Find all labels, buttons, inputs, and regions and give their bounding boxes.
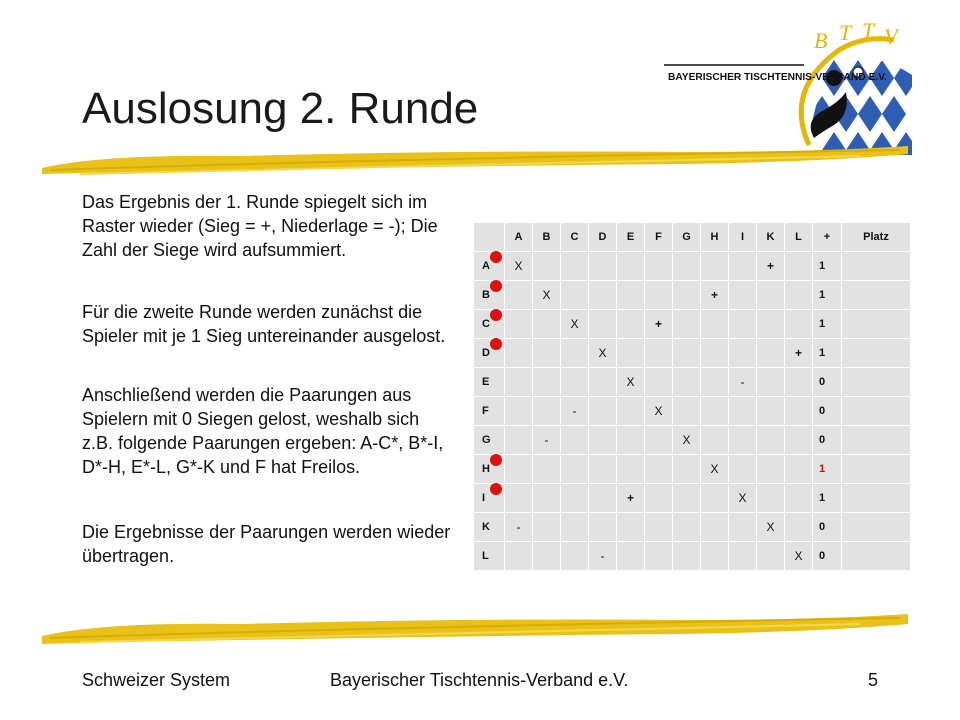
grid-cell — [757, 397, 784, 425]
grid-row-a — [474, 252, 910, 280]
grid-cell — [561, 426, 588, 454]
grid-row-e — [474, 368, 910, 396]
grid-row-f — [474, 397, 910, 425]
grid-win-count: 1 — [813, 310, 841, 338]
grid-cell: + — [757, 252, 784, 280]
grid-col-header: F — [645, 223, 672, 251]
grid-cell — [785, 397, 812, 425]
grid-row-label: E — [474, 368, 504, 396]
paragraph-second-round: Für die zweite Runde werden zunächst die Spieler mit je 1 Sieg untereinander ausgelost. — [82, 302, 446, 346]
grid-row-k — [474, 513, 910, 541]
grid-cell — [645, 339, 672, 367]
grid-cell — [785, 310, 812, 338]
grid-col-header: I — [729, 223, 756, 251]
grid-cell — [617, 397, 644, 425]
grid-cell — [589, 397, 616, 425]
grid-cell — [673, 310, 700, 338]
grid-cell — [673, 281, 700, 309]
grid-col-header: K — [757, 223, 784, 251]
grid-cell — [533, 397, 560, 425]
grid-cell — [533, 542, 560, 570]
grid-cell — [757, 426, 784, 454]
grid-platz — [842, 455, 910, 483]
grid-row-label: H — [474, 455, 504, 483]
grid-cell: + — [645, 310, 672, 338]
grid-cell — [589, 252, 616, 280]
grid-cell — [533, 368, 560, 396]
grid-cell — [589, 484, 616, 512]
grid-cell — [589, 310, 616, 338]
grid-cell — [701, 542, 728, 570]
decorative-stroke-top — [40, 140, 910, 186]
grid-cell — [617, 426, 644, 454]
grid-cell: X — [561, 310, 588, 338]
grid-win-count: 0 — [813, 513, 841, 541]
grid-win-count: 1 — [813, 252, 841, 280]
grid-cell — [505, 426, 532, 454]
grid-cell — [673, 455, 700, 483]
grid-cell — [645, 426, 672, 454]
grid-row-l — [474, 542, 910, 570]
grid-cell — [617, 542, 644, 570]
grid-cell — [757, 368, 784, 396]
paragraph-result: Das Ergebnis der 1. Runde spiegelt sich im Raster wieder (Sieg = +, Niederlage = -); Die Zahl der Siege wird aufsummiert. — [82, 192, 438, 260]
grid-cell — [505, 368, 532, 396]
grid-cell — [729, 252, 756, 280]
grid-cell — [645, 513, 672, 541]
grid-cell — [561, 513, 588, 541]
grid-cell: X — [505, 252, 532, 280]
grid-cell — [701, 484, 728, 512]
grid-cell: - — [589, 542, 616, 570]
grid-cell — [617, 339, 644, 367]
grid-cell — [701, 513, 728, 541]
grid-col-header: G — [673, 223, 700, 251]
grid-cell — [785, 513, 812, 541]
grid-row-label: I — [474, 484, 504, 512]
grid-col-header: L — [785, 223, 812, 251]
grid-header-row — [474, 223, 910, 251]
grid-cell — [645, 368, 672, 396]
page-number: 5 — [868, 670, 879, 690]
grid-cell: X — [589, 339, 616, 367]
grid-cell — [785, 455, 812, 483]
grid-cell — [533, 310, 560, 338]
grid-row-label: K — [474, 513, 504, 541]
grid-cell — [757, 542, 784, 570]
grid-platz — [842, 252, 910, 280]
grid-row-label: B — [474, 281, 504, 309]
grid-cell — [561, 339, 588, 367]
grid-cell — [701, 426, 728, 454]
grid-row-d — [474, 339, 910, 367]
grid-row-b — [474, 281, 910, 309]
grid-win-count: 0 — [813, 368, 841, 396]
grid-cell — [533, 513, 560, 541]
grid-platz — [842, 542, 910, 570]
grid-row-i — [474, 484, 910, 512]
grid-cell: - — [505, 513, 532, 541]
grid-win-count: 0 — [813, 397, 841, 425]
grid-cell — [505, 281, 532, 309]
grid-cell: - — [561, 397, 588, 425]
grid-win-count: 1 — [813, 484, 841, 512]
grid-cell — [757, 455, 784, 483]
grid-cell — [785, 252, 812, 280]
grid-cell — [505, 455, 532, 483]
pairing-marker-icon — [490, 309, 502, 321]
grid-cell — [505, 484, 532, 512]
grid-platz — [842, 484, 910, 512]
grid-cell — [645, 484, 672, 512]
grid-platz — [842, 397, 910, 425]
footer-left: Schweizer System — [82, 670, 231, 690]
grid-cell — [533, 484, 560, 512]
pairing-marker-icon — [490, 251, 502, 263]
grid-cell — [533, 455, 560, 483]
grid-col-header-sum: + — [813, 223, 841, 251]
grid-cell: - — [729, 368, 756, 396]
grid-cell — [729, 310, 756, 338]
grid-cell: X — [533, 281, 560, 309]
grid-cell — [785, 368, 812, 396]
grid-cell — [561, 281, 588, 309]
grid-row-g — [474, 426, 910, 454]
grid-cell — [757, 310, 784, 338]
grid-col-header: D — [589, 223, 616, 251]
grid-cell — [645, 542, 672, 570]
pairing-marker-icon — [490, 454, 502, 466]
grid-row-label: A — [474, 252, 504, 280]
grid-platz — [842, 368, 910, 396]
grid-cell — [785, 281, 812, 309]
grid-row-label: L — [474, 542, 504, 570]
grid-cell — [533, 252, 560, 280]
grid-col-header: H — [701, 223, 728, 251]
logo-letter-2: T — [839, 20, 852, 45]
grid-col-header: E — [617, 223, 644, 251]
grid-cell — [701, 397, 728, 425]
grid-cell — [617, 455, 644, 483]
grid-cell: X — [645, 397, 672, 425]
grid-cell: + — [785, 339, 812, 367]
grid-cell — [729, 281, 756, 309]
grid-cell — [701, 310, 728, 338]
grid-cell — [505, 397, 532, 425]
grid-cell — [785, 484, 812, 512]
grid-cell — [673, 252, 700, 280]
grid-cell — [757, 281, 784, 309]
grid-cell — [757, 339, 784, 367]
grid-row-label: G — [474, 426, 504, 454]
footer-center: Bayerischer Tischtennis-Verband e.V. — [330, 670, 629, 690]
grid-cell — [589, 368, 616, 396]
grid-cell — [757, 484, 784, 512]
grid-cell: X — [701, 455, 728, 483]
logo-letter-4: V — [884, 24, 898, 49]
grid-cell — [673, 542, 700, 570]
grid-cell — [673, 484, 700, 512]
grid-cell — [645, 252, 672, 280]
grid-cell — [701, 368, 728, 396]
grid-cell — [617, 252, 644, 280]
grid-cell — [701, 339, 728, 367]
grid-cell — [729, 339, 756, 367]
grid-cell — [589, 513, 616, 541]
grid-col-header: B — [533, 223, 560, 251]
grid-cell — [729, 455, 756, 483]
grid-row-label: D — [474, 339, 504, 367]
grid-cell — [589, 281, 616, 309]
grid-cell — [505, 339, 532, 367]
grid-win-count: 0 — [813, 542, 841, 570]
grid-cell: - — [533, 426, 560, 454]
grid-win-count: 1 — [813, 281, 841, 309]
grid-cell: X — [757, 513, 784, 541]
grid-cell — [533, 339, 560, 367]
grid-cell — [561, 484, 588, 512]
grid-cell — [701, 252, 728, 280]
grid-cell: + — [617, 484, 644, 512]
grid-win-count: 1 — [813, 339, 841, 367]
grid-cell — [729, 426, 756, 454]
grid-cell: X — [785, 542, 812, 570]
grid-cell — [645, 281, 672, 309]
grid-cell — [645, 455, 672, 483]
bttv-logo — [664, 20, 914, 155]
grid-cell — [673, 397, 700, 425]
grid-cell — [589, 426, 616, 454]
grid-cell — [505, 310, 532, 338]
grid-row-label: C — [474, 310, 504, 338]
paragraph-pairings: Anschließend werden die Paarungen aus Spielern mit 0 Siegen gelost, weshalb sich z.B. folgende Paarungen ergeben: A-C*, B*-I, D*-H, E*-L, G*-K und F hat Freilos. — [82, 385, 444, 477]
grid-col-header: A — [505, 223, 532, 251]
grid-platz — [842, 513, 910, 541]
grid-col-header: C — [561, 223, 588, 251]
grid-cell: + — [701, 281, 728, 309]
grid-cell — [589, 455, 616, 483]
pairing-marker-icon — [490, 280, 502, 292]
pairing-marker-icon — [490, 338, 502, 350]
grid-win-count: 0 — [813, 426, 841, 454]
grid-platz — [842, 281, 910, 309]
grid-corner — [474, 223, 504, 251]
grid-cell — [673, 513, 700, 541]
grid-platz — [842, 426, 910, 454]
logo-letter-3: T — [862, 20, 875, 43]
grid-cell: X — [729, 484, 756, 512]
grid-cell — [617, 310, 644, 338]
paragraph-results-transfer: Die Ergebnisse der Paarungen werden wieder übertragen. — [82, 522, 451, 566]
grid-win-count: 1 — [813, 455, 841, 483]
grid-cell — [785, 426, 812, 454]
grid-cell — [673, 339, 700, 367]
grid-cell — [617, 281, 644, 309]
grid-row-h — [474, 455, 910, 483]
grid-cell: X — [673, 426, 700, 454]
grid-cell — [561, 252, 588, 280]
grid-cell — [561, 368, 588, 396]
decorative-stroke-bottom — [40, 610, 910, 656]
grid-platz — [842, 310, 910, 338]
grid-cell — [673, 368, 700, 396]
grid-row-c — [474, 310, 910, 338]
slide-title: Auslosung 2. Runde — [82, 84, 479, 133]
grid-platz — [842, 339, 910, 367]
grid-cell — [561, 455, 588, 483]
grid-cell — [505, 542, 532, 570]
grid-cell — [617, 513, 644, 541]
grid-row-label: F — [474, 397, 504, 425]
logo-letter-1: B — [814, 28, 828, 53]
grid-cell: X — [617, 368, 644, 396]
pairing-marker-icon — [490, 483, 502, 495]
grid-cell — [561, 542, 588, 570]
logo-caption: BAYERISCHER TISCHTENNIS-VERBAND E.V. — [668, 72, 887, 83]
grid-cell — [729, 397, 756, 425]
grid-col-header-platz: Platz — [842, 223, 910, 251]
grid-cell — [729, 513, 756, 541]
grid-cell — [729, 542, 756, 570]
results-grid — [473, 222, 911, 571]
